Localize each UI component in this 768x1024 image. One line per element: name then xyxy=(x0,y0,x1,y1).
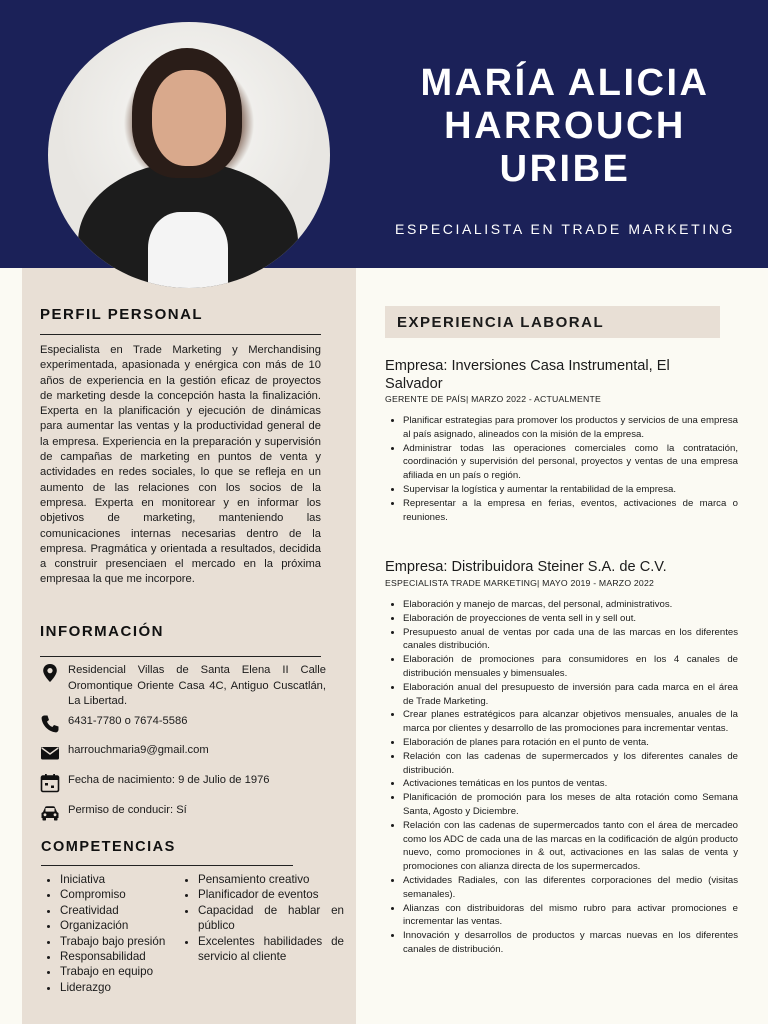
experience-banner xyxy=(385,306,720,338)
job-duties-list xyxy=(385,598,738,957)
info-email xyxy=(40,743,330,763)
birth-text: Fecha de nacimiento: 9 de Julio de 1976 xyxy=(68,774,270,786)
info-title: INFORMACIÓN xyxy=(40,623,164,640)
skill-item: • Trabajo en equipo xyxy=(60,964,200,979)
skill-item: • Planificador de eventos xyxy=(198,887,344,902)
name-line-1: MARÍA ALICIA xyxy=(420,62,710,104)
job-company: Empresa: Distribuidora Steiner S.A. de C.V. xyxy=(385,559,667,575)
address-text: Residencial Villas de Santa Elena II Calle Oromontique Oriente Casa 4C, Antiguo Cuscatlán, La Libertad. xyxy=(68,664,326,707)
duty-item: • Planificación de promoción para los meses de alta rotación como Semana Santa, Agosto y Diciembre. xyxy=(403,791,738,819)
car-icon xyxy=(40,803,60,823)
info-phone xyxy=(40,714,330,734)
skill-item: • Iniciativa xyxy=(60,872,200,887)
skill-item: • Pensamiento creativo xyxy=(198,872,344,887)
candidate-name xyxy=(380,62,750,191)
duty-item: • Representar a la empresa en ferias, eventos, activaciones de marca o reuniones. xyxy=(403,497,738,525)
profile-divider xyxy=(40,334,321,335)
duty-item: • Elaboración anual del presupuesto de inversión para cada marca en el área de Trade Marketing. xyxy=(403,681,738,709)
skill-item: • Organización xyxy=(60,918,200,933)
skills-list-1 xyxy=(40,872,200,995)
info-license xyxy=(40,803,330,823)
name-line-2: HARROUCH xyxy=(444,105,686,147)
skill-item: • Excelentes habilidades de servicio al cliente xyxy=(198,934,344,965)
duty-item: • Actividades Radiales, con las diferentes corporaciones del medio (visitas semanales). xyxy=(403,874,738,902)
duty-item: • Administrar todas las operaciones comerciales como la contratación, coordinación y supervisión del personal, proyectos y ventas de una empresa afiliada en un país o región. xyxy=(403,442,738,483)
duty-item: • Alianzas con distribuidoras del mismo rubro para activar promociones e incrementar las ventas. xyxy=(403,902,738,930)
profile-photo xyxy=(48,22,330,288)
duty-item: • Elaboración y manejo de marcas, del personal, administrativos. xyxy=(403,598,738,612)
duty-item: • Elaboración de promociones para consumidores en los 4 canales de distribución mensuales y bimensuales. xyxy=(403,653,738,681)
email-text: harrouchmaria9@gmail.com xyxy=(68,744,209,756)
phone-text: 6431-7780 o 7674-5586 xyxy=(68,715,188,727)
skill-item: • Creatividad xyxy=(60,903,200,918)
duty-item: • Presupuesto anual de ventas por cada una de las marcas en los diferentes canales distribución. xyxy=(403,626,738,654)
skill-item: • Responsabilidad xyxy=(60,949,200,964)
candidate-role: ESPECIALISTA EN TRADE MARKETING xyxy=(395,221,735,237)
duty-item: • Supervisar la logística y aumentar la rentabilidad de la empresa. xyxy=(403,483,738,497)
license-text: Permiso de conducir: Sí xyxy=(68,804,187,816)
calendar-icon xyxy=(40,773,60,793)
duty-item: • Planificar estrategias para promover los productos y servicios de una empresa al país asignado, alineados con la misión de la empresa. xyxy=(403,414,738,442)
skill-item: • Liderazgo xyxy=(60,980,200,995)
name-line-3: URIBE xyxy=(499,148,631,190)
job-company: Empresa: Inversiones Casa Instrumental, El Salvador xyxy=(385,358,670,392)
email-icon xyxy=(40,743,60,763)
info-divider xyxy=(40,656,321,657)
duty-item: • Relación con las cadenas de supermercados y los diferentes canales de distribución. xyxy=(403,750,738,778)
experience-title: EXPERIENCIA LABORAL xyxy=(397,314,605,331)
duty-item: • Elaboración de proyecciones de venta sell in y sell out. xyxy=(403,612,738,626)
skills-title: COMPETENCIAS xyxy=(41,839,176,855)
job-period: GERENTE DE PAÍS| MARZO 2022 - ACTUALMENTE xyxy=(385,394,601,404)
skills-list-2 xyxy=(178,872,344,964)
photo-face xyxy=(152,70,226,166)
phone-icon xyxy=(40,714,60,734)
skill-item: • Capacidad de hablar en público xyxy=(198,903,344,934)
duty-item: • Elaboración de planes para rotación en el punto de venta. xyxy=(403,736,738,750)
skill-item: • Compromiso xyxy=(60,887,200,902)
profile-title: PERFIL PERSONAL xyxy=(40,306,204,323)
job-duties-list xyxy=(385,414,738,524)
profile-text: Especialista en Trade Marketing y Merchandising experimentada, apasionada y enérgica con más de 10 años de experiencia en la gestión eficaz de proyectos de marketing desde la concepción hasta la finalización. Experta en la planificación y ejecución de dinámicas para aumentar las ventas y la productividad general de la empresa. Experiencia en la preparación y supervisión de campañas de marketing en puntos de venta y actividades en redes sociales, lo que se refleja en un aumento de las relaciones con los socios de la empresa. Experta en monitorear y en informar los objetivos de marketing, manteniendo las comunicaciones internas necesarias dentro de la empresa. Pragmática y orientada a resultados, decidida a construir presenciaen el mercado en la próxima empresaa la que me incorpore. xyxy=(40,344,321,586)
skill-item: • Trabajo bajo presión xyxy=(60,934,200,949)
info-birth xyxy=(40,773,330,793)
duty-item: • Activaciones temáticas en los puntos de ventas. xyxy=(403,777,738,791)
duty-item: • Crear planes estratégicos para alcanzar objetivos mensuales, anuales de la marca por clientes y desarrollo de las promociones para incrementar ventas. xyxy=(403,708,738,736)
duty-item: • Relación con las cadenas de supermercados tanto con el área de mercadeo como los ADC de cada una de las marcas en la codificación de algún producto nuevo, como promociones in & out, activaciones en las salas de venta y promociones con alianza directa de los supermercados. xyxy=(403,819,738,874)
duty-item: • Innovación y desarrollos de productos y marcas nuevas en los diferentes canales de distribución. xyxy=(403,929,738,957)
photo-shirt xyxy=(148,212,228,288)
job-period: ESPECIALISTA TRADE MARKETING| MAYO 2019 - MARZO 2022 xyxy=(385,578,655,588)
info-address xyxy=(40,663,330,710)
skills-divider xyxy=(41,865,293,866)
location-pin-icon xyxy=(40,663,60,683)
